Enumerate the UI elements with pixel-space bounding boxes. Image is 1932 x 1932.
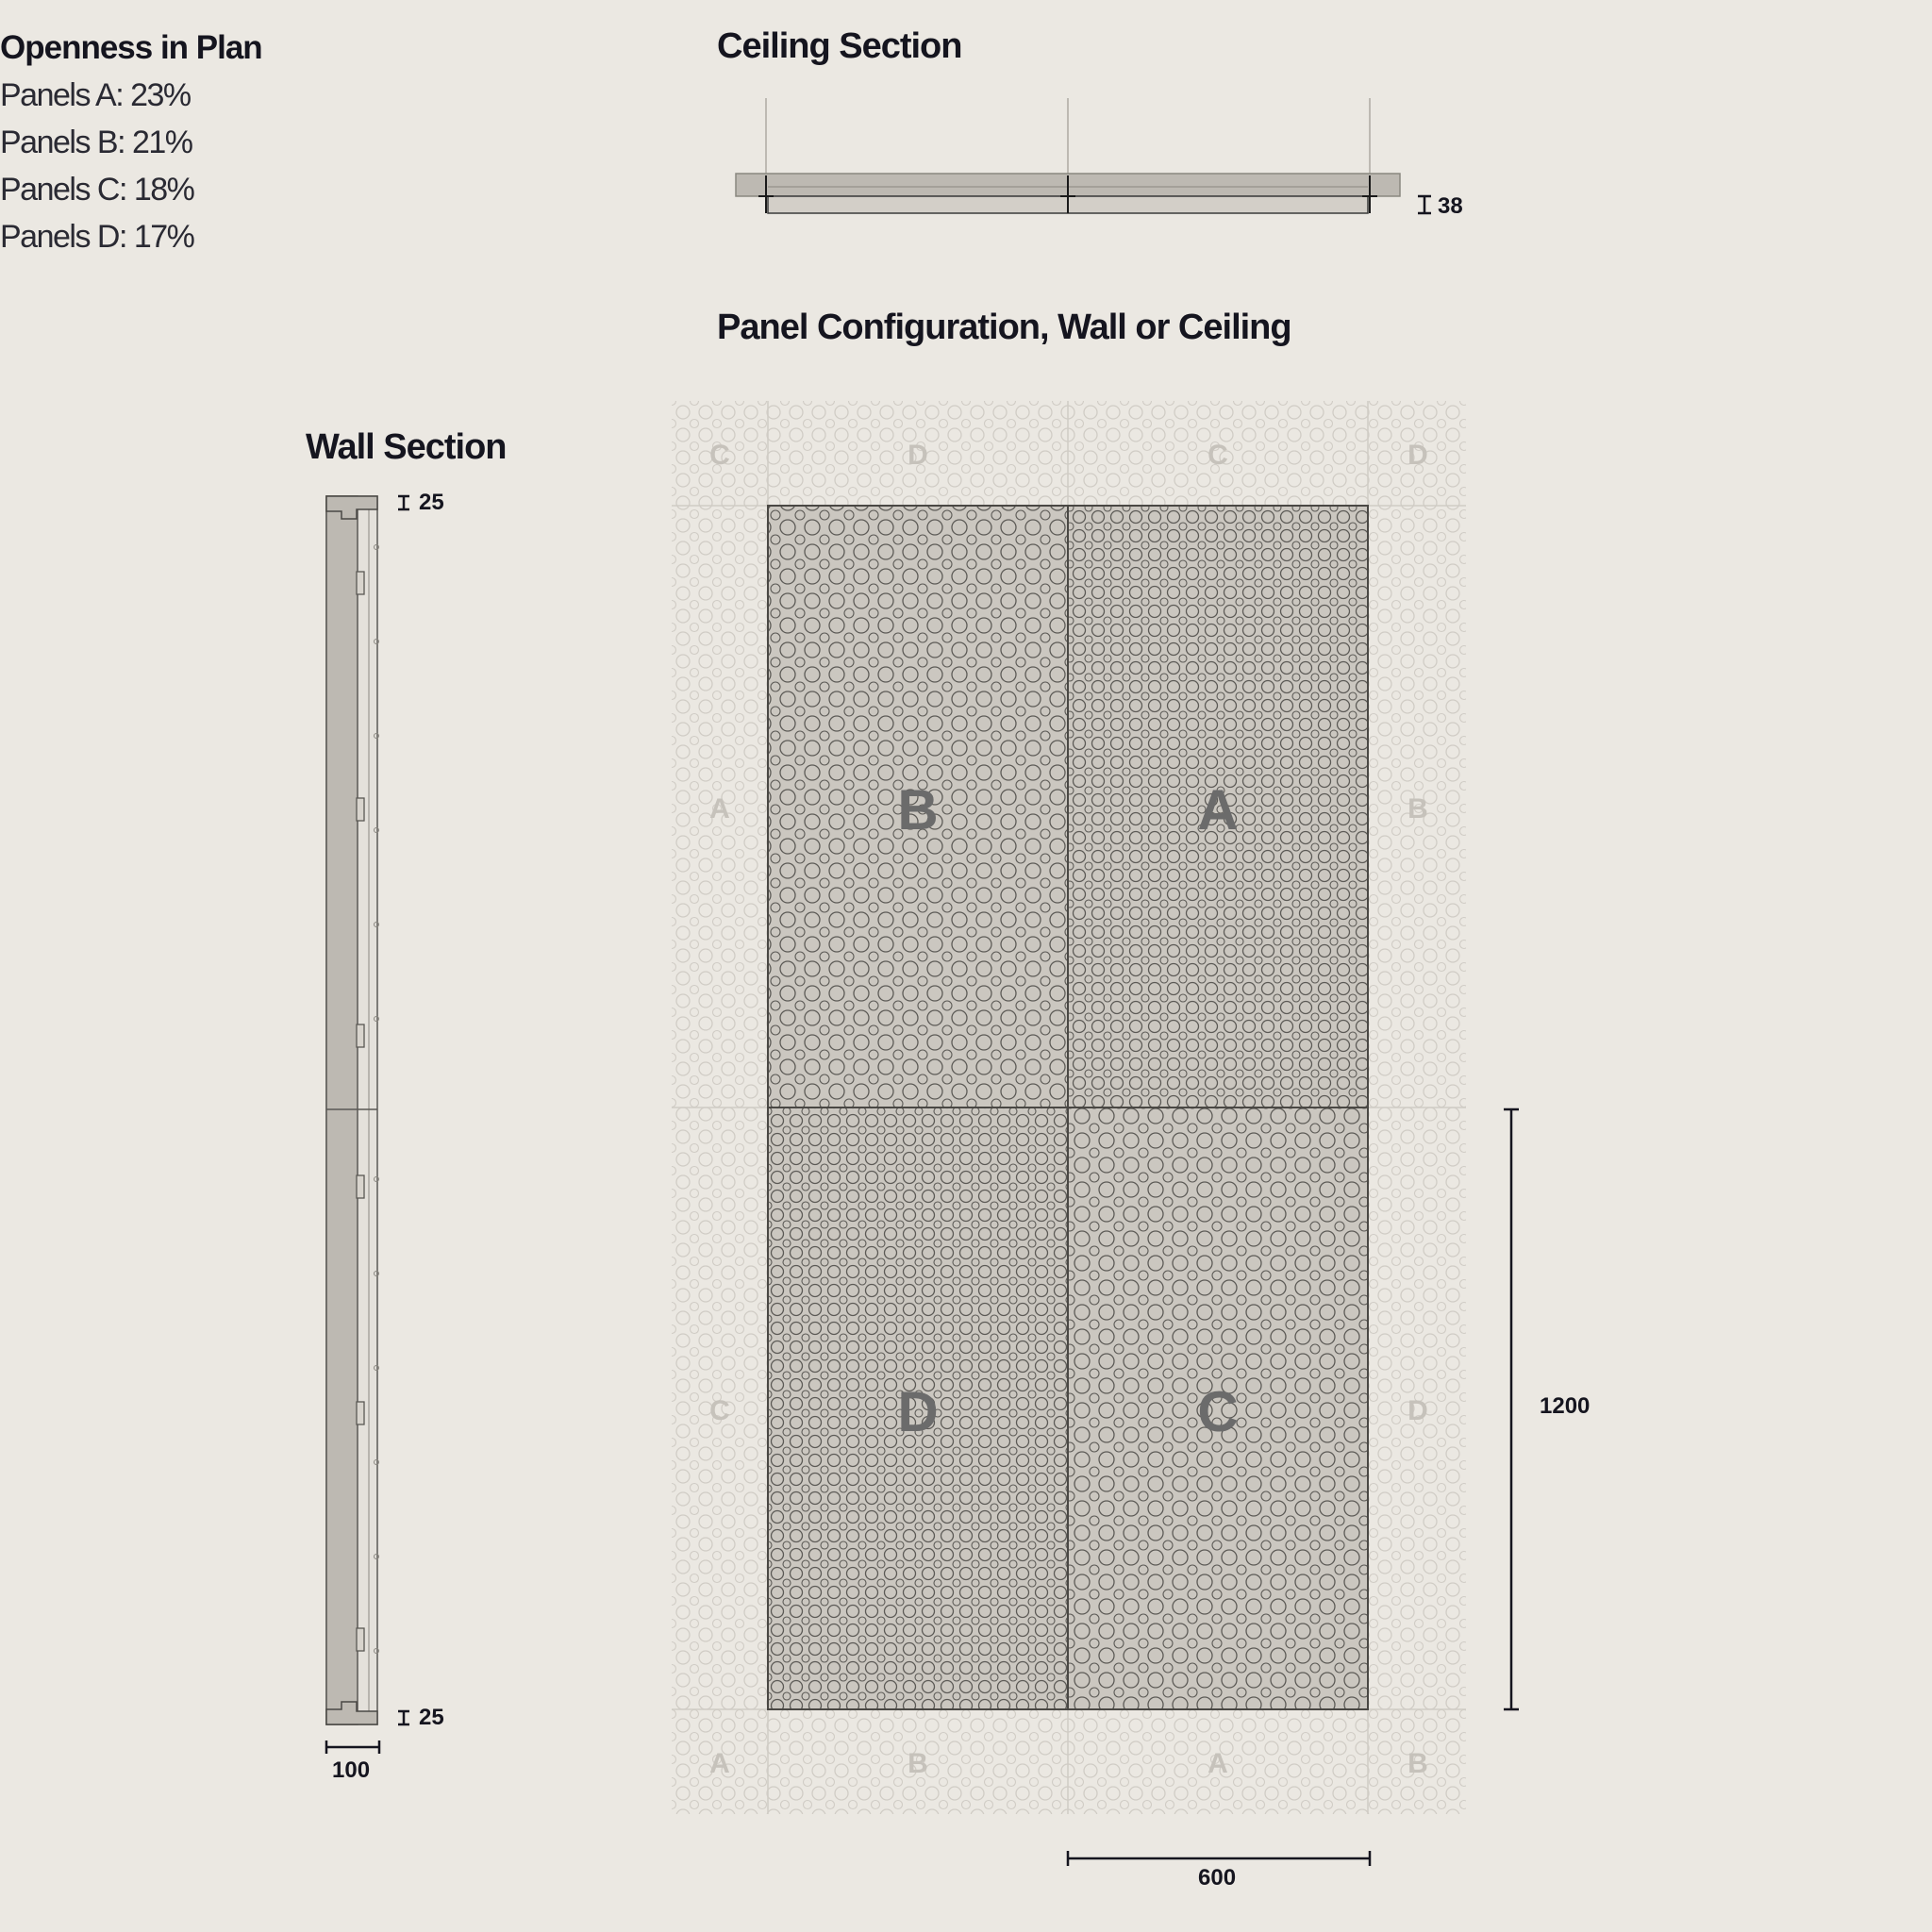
wall-bottom-dim: 25	[419, 1705, 444, 1730]
openness-row-d: Panels D: 17%	[0, 219, 194, 255]
panel-letter-d: D	[897, 1380, 939, 1443]
wall-section-title: Wall Section	[306, 427, 507, 467]
panel-letter-a: A	[1197, 778, 1239, 841]
ghost-letter: B	[1407, 793, 1428, 824]
ceiling-thickness-dim: 38	[1438, 193, 1463, 219]
panel-configuration-drawing	[672, 401, 1519, 1866]
openness-title: Openness in Plan	[0, 29, 262, 66]
width-dimension-line	[1068, 1851, 1370, 1866]
ghost-letter: C	[709, 1395, 730, 1426]
openness-row-a: Panels A: 23%	[0, 77, 191, 113]
ghost-letter: A	[709, 1748, 730, 1779]
wall-section-drawing	[326, 496, 409, 1754]
ghost-letter: D	[1407, 440, 1428, 471]
ceiling-section-drawing	[736, 98, 1431, 213]
openness-row-b: Panels B: 21%	[0, 125, 192, 160]
panel-letter-c: C	[1197, 1380, 1239, 1443]
panel-height-dim: 1200	[1540, 1393, 1591, 1419]
ghost-letter: C	[1208, 440, 1228, 471]
ceiling-section-title: Ceiling Section	[717, 26, 962, 66]
wall-depth-dim: 100	[332, 1757, 371, 1783]
panel-configuration-title: Panel Configuration, Wall or Ceiling	[717, 308, 1291, 347]
ghost-letter: B	[908, 1748, 928, 1779]
ghost-letter: A	[1208, 1748, 1228, 1779]
ghost-letter: A	[709, 793, 730, 824]
ghost-letter: C	[709, 440, 730, 471]
wall-top-dim: 25	[419, 490, 444, 515]
panel-letter-b: B	[897, 778, 939, 841]
ghost-letter: D	[1407, 1395, 1428, 1426]
ghost-letter: B	[1407, 1748, 1428, 1779]
height-dimension-line	[1504, 1109, 1519, 1709]
panel-width-dim: 600	[1198, 1865, 1237, 1890]
ghost-letter: D	[908, 440, 928, 471]
openness-row-c: Panels C: 18%	[0, 172, 194, 208]
